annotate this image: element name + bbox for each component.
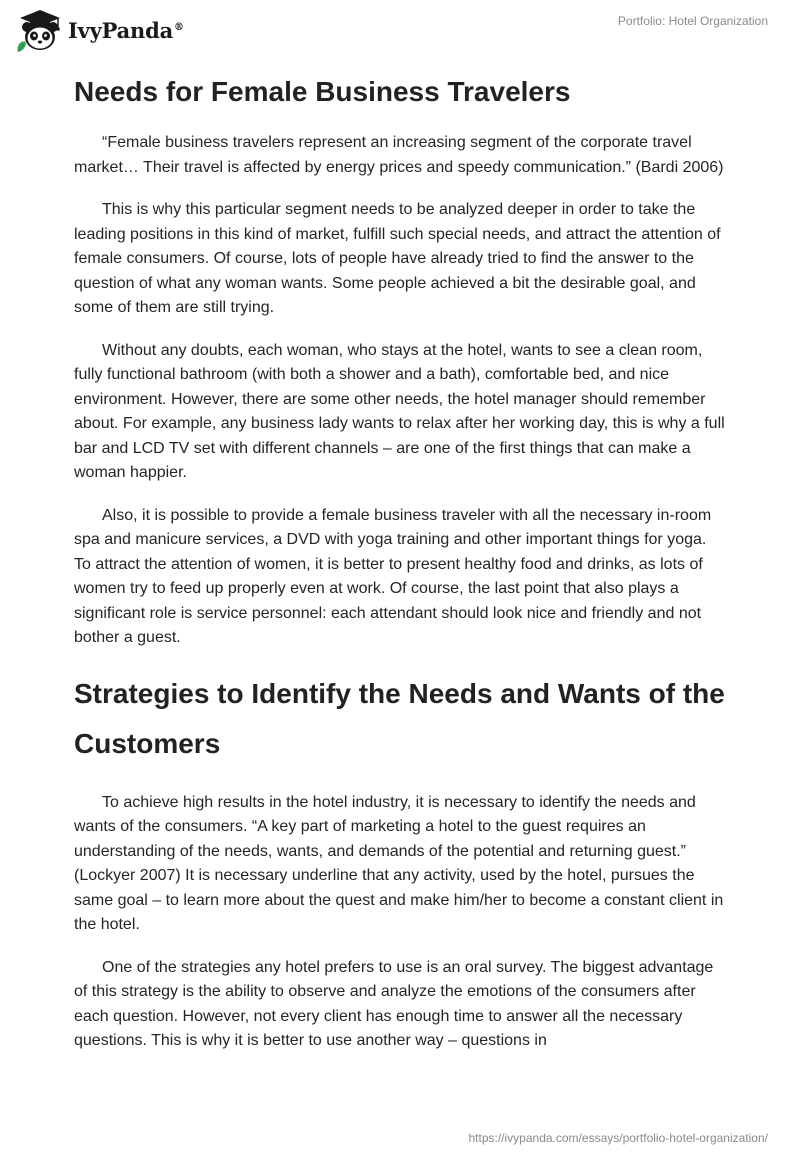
paragraph: One of the strategies any hotel prefers to use is an oral survey. The biggest advantage of this strategy is the ability to observe and analyze the emotions of the consumers after each question. However, not every client has enough time to answer all the necessary questions. This is why it is better to use another way – questions in [74, 958, 714, 1049]
paragraph: This is why this particular segment needs to be analyzed deeper in order to take the leading positions in this kind of market, fulfill such special needs, and attract the attention of female consumers. Of course, lots of people have already tried to find the answer to the question of what any woman wants. Some people achieved a bit the desirable goal, and some of them are still trying. [74, 201, 721, 316]
source-url: https://ivypanda.com/essays/portfolio-hotel-organization/ [468, 1131, 768, 1145]
page-header [0, 0, 800, 60]
paragraph: “Female business travelers represent an increasing segment of the corporate travel market… Their travel is affected by energy prices and speedy communication.” (Bardi 2006) [74, 134, 724, 176]
paragraph: To achieve high results in the hotel industry, it is necessary to identify the needs and wants of the consumers. “A key part of marketing a hotel to the guest requires an understanding of the needs, wants, and demands of the potential and returning guest.” (Lockyer 2007) It is necessary underline that any activity, used by the hotel, pursues the same goal – to learn more about the quest and make him/her to become a constant client in the hotel. [74, 793, 724, 933]
paragraph: Also, it is possible to provide a female business traveler with all the necessary in-room spa and manicure services, a DVD with yoga training and other important things for yoga. To attract the attention of women, it is better to present healthy food and drinks, as lots of women try to feed up properly even at work. Of course, the last point that also plays a significant role is service personnel: each attendant should look nice and friendly and not bother a guest. [74, 506, 712, 646]
brand-name: IvyPanda® [68, 17, 184, 43]
essay-content [74, 70, 726, 1072]
registered-mark: ® [174, 21, 184, 33]
section-heading-strategies: Strategies to Identify the Needs and Wants of the Customers [74, 677, 725, 759]
paragraph: Without any doubts, each woman, who stays at the hotel, wants to see a clean room, fully functional bathroom (with both a shower and a bath), comfortable bed, and nice environment. However, there are some other needs, the hotel manager should remember about. For example, any business lady wants to relax after her working day, this is why a full bar and LCD TV set with different channels – are one of the first things that can make a woman happier. [74, 341, 725, 481]
ivypanda-logo[interactable] [14, 8, 184, 52]
document-title-label: Portfolio: Hotel Organization [617, 14, 768, 28]
panda-graduate-icon [14, 8, 64, 52]
section-heading-female-travelers: Needs for Female Business Travelers [74, 76, 571, 107]
